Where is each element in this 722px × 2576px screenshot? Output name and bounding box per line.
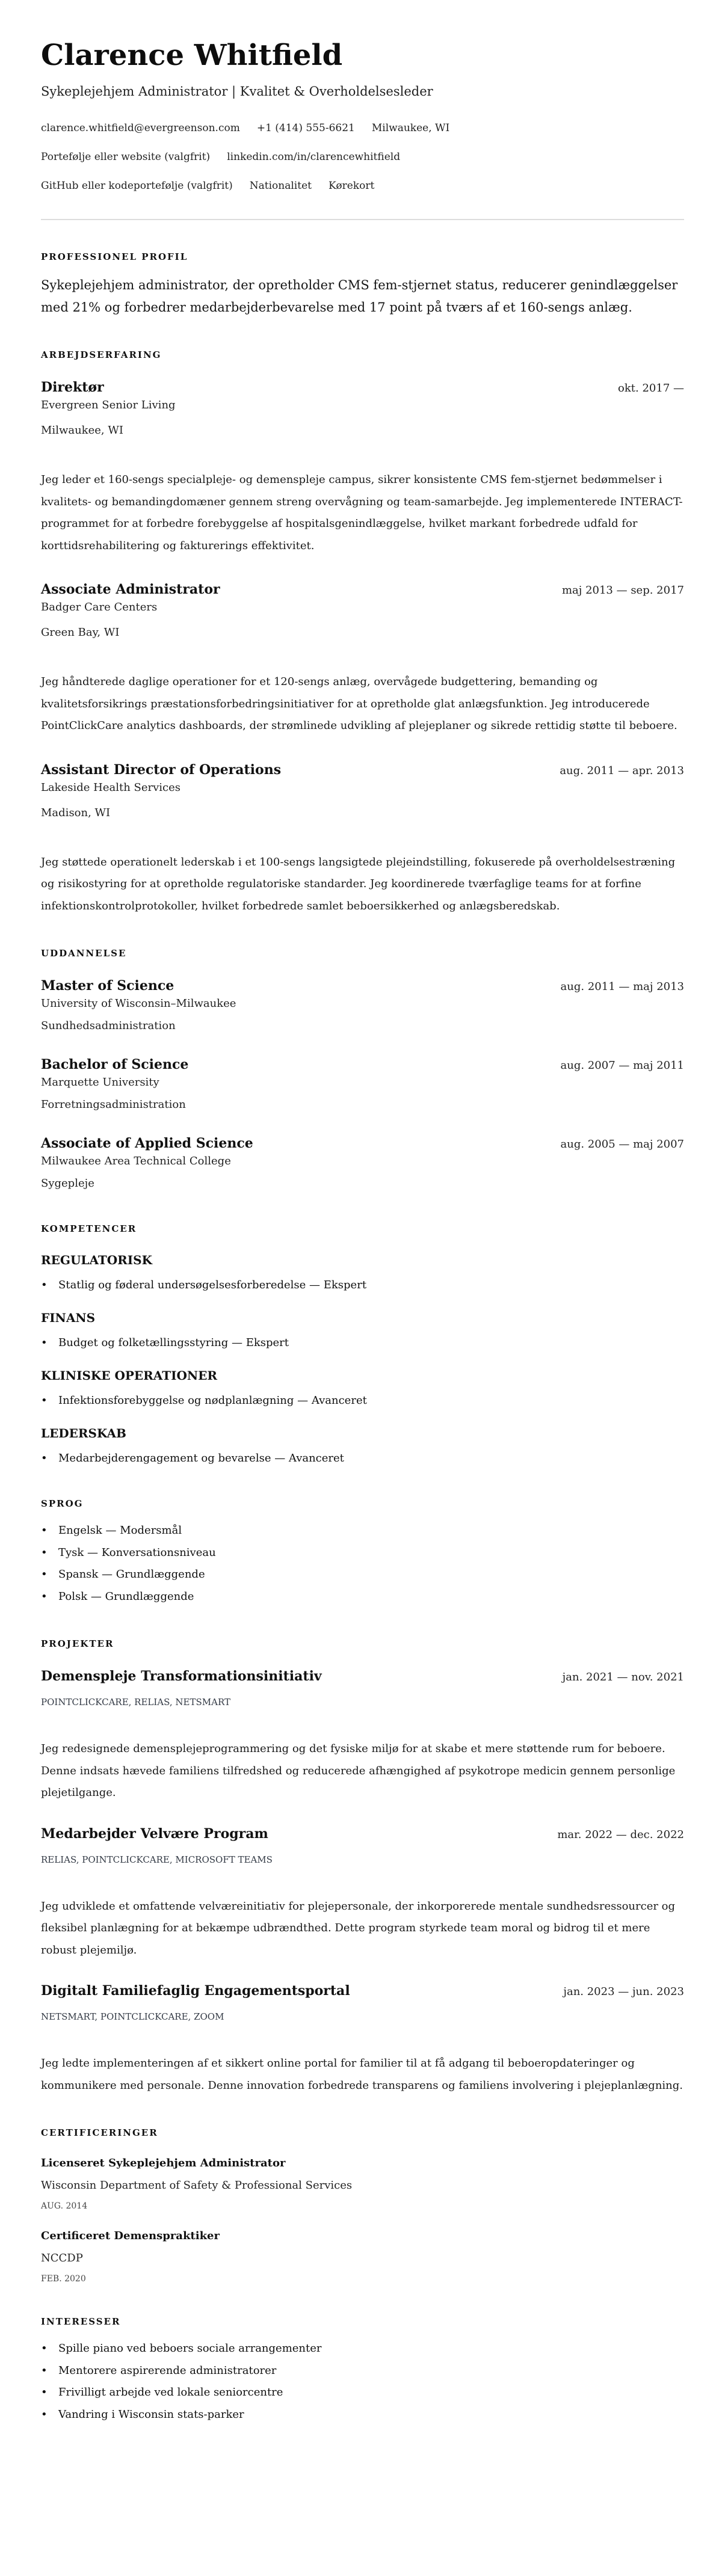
skill-group-heading: REGULATORISK	[41, 1253, 152, 1267]
job-location: Green Bay, WI	[41, 626, 120, 639]
project-technologies: POINTCLICKCARE, RELIAS, NETSMART	[41, 1697, 230, 1708]
contact-phone[interactable]: +1 (414) 555-6621	[256, 122, 355, 134]
github-link[interactable]: GitHub eller kodeportefølje (valgfrit)	[41, 180, 233, 192]
project-technologies: NETSMART, POINTCLICKCARE, ZOOM	[41, 2011, 224, 2022]
job-description: Jeg håndterede daglige operationer for et 120-sengs anlæg, overvågede budgettering, bemanding og kvalitetsforsikrings præstationsforbedringsinitiativer for at opretholde glat anlægsfunktion. Jeg introducerede PointClickCare analytics dashboards, der strømlinede udvikling af plejeplaner og sikrede rettidig støtte til beboere.	[41, 675, 677, 732]
profile-text: Sykeplejehjem administrator, der opretholder CMS fem-stjernet status, reducerer genindlæggelser med 21% og forbedrer medarbejderbevarelse med 17 point på tværs af et 160-sengs anlæg.	[41, 278, 678, 315]
education-entry	[41, 1134, 684, 1193]
project-description: Jeg udviklede et omfattende velværeinitiativ for plejepersonale, der inkorporerede mentale sundhedsressourcer og fleksibel planlægning for at bekæmpe udbrændthed. Dette program styrkede team moral og bidrog til et mere robust plejemiljø.	[41, 1899, 676, 1957]
interest-item: • Frivilligt arbejde ved lokale seniorcentre	[41, 2382, 684, 2404]
entry-header	[41, 1134, 684, 1152]
skill-item: • Medarbejderengagement og bevarelse — Avanceret	[41, 1449, 684, 1468]
certifications-section	[41, 2127, 684, 2286]
certification-title: Licenseret Sykeplejehjem Administrator	[41, 2157, 286, 2169]
entry-date: jan. 2021 — nov. 2021	[562, 1671, 684, 1683]
company-name: Evergreen Senior Living	[41, 399, 176, 411]
candidate-title: Sykeplejehjem Administrator | Kvalitet & Overholdelsesleder	[41, 84, 433, 99]
skill-group-heading: LEDERSKAB	[41, 1426, 126, 1440]
certification-title: Certificeret Demenspraktiker	[41, 2230, 220, 2242]
contact-row	[41, 114, 684, 143]
entry-title: Master of Science	[41, 978, 174, 994]
section-heading: CERTIFICERINGER	[41, 2127, 158, 2138]
entry-date: aug. 2007 — maj 2011	[560, 1059, 684, 1072]
project-entry	[41, 1825, 684, 1962]
entry-title: Demenspleje Transformationsinitiativ	[41, 1668, 322, 1684]
entry-date: jan. 2023 — jun. 2023	[563, 1985, 684, 1998]
resume-header	[41, 38, 684, 200]
profile-section	[41, 251, 684, 319]
skills-section	[41, 1223, 684, 1468]
job-location: Madison, WI	[41, 806, 111, 819]
contact-info	[41, 114, 684, 200]
nationality: Nationalitet	[249, 180, 312, 192]
interests-section	[41, 2316, 684, 2426]
skill-list	[41, 1334, 684, 1352]
certification-issuer: Wisconsin Department of Safety & Professional Services	[41, 2179, 353, 2192]
school-name: Milwaukee Area Technical College	[41, 1155, 231, 1167]
education-section	[41, 947, 684, 1193]
entry-date: okt. 2017 —	[618, 382, 684, 395]
entry-title: Digitalt Familiefaglig Engagementsportal	[41, 1983, 350, 1999]
interest-item: • Vandring i Wisconsin stats-parker	[41, 2404, 684, 2426]
linkedin-link[interactable]: linkedin.com/in/clarencewhitfield	[227, 151, 401, 163]
skill-list	[41, 1392, 684, 1410]
interest-item: • Spille piano ved beboers sociale arrangementer	[41, 2338, 684, 2360]
entry-date: aug. 2011 — maj 2013	[560, 980, 684, 993]
education-entry	[41, 1056, 684, 1114]
experience-section	[41, 349, 684, 917]
contact-row	[41, 143, 684, 171]
section-heading: UDDANNELSE	[41, 948, 127, 959]
language-item: • Spansk — Grundlæggende	[41, 1564, 684, 1586]
entry-header	[41, 761, 684, 779]
projects-section	[41, 1638, 684, 2097]
skill-list	[41, 1276, 684, 1294]
skill-item: • Statlig og føderal undersøgelsesforberedelse — Ekspert	[41, 1276, 684, 1294]
job-location: Milwaukee, WI	[41, 424, 123, 437]
drivers-license: Kørekort	[328, 180, 375, 192]
entry-header	[41, 580, 684, 598]
job-entry	[41, 761, 684, 918]
skill-list	[41, 1449, 684, 1468]
entry-header	[41, 1825, 684, 1843]
entry-header	[41, 1056, 684, 1074]
language-item: • Polsk — Grundlæggende	[41, 1586, 684, 1608]
portfolio-link[interactable]: Portefølje eller website (valgfrit)	[41, 151, 211, 163]
job-entry	[41, 378, 684, 557]
entry-header	[41, 977, 684, 995]
skill-group-heading: KLINISKE OPERATIONER	[41, 1368, 218, 1383]
entry-title: Direktør	[41, 380, 104, 395]
entry-title: Bachelor of Science	[41, 1057, 189, 1072]
skill-item: • Infektionsforebyggelse og nødplanlægning — Avanceret	[41, 1392, 684, 1410]
interest-item: • Mentorere aspirerende administratorer	[41, 2360, 684, 2382]
project-description: Jeg redesignede demensplejeprogrammering og det fysiske miljø for at skabe et mere støttende rum for beboere. Denne indsats hævede familiens tilfredshed og reducerede afhængighed af psykotrope medicin gennem personlige plejetilgange.	[41, 1742, 676, 1799]
contact-email[interactable]: clarence.whitfield@evergreenson.com	[41, 122, 240, 134]
skill-group-heading: FINANS	[41, 1311, 96, 1325]
certification-issuer: NCCDP	[41, 2252, 83, 2264]
job-description: Jeg støttede operationelt lederskab i et 100-sengs langsigtede plejeindstilling, fokuserede på overholdelsestræning og risikostyring for at opretholde regulatoriske standarder. Jeg koordinerede tværfaglige teams for at forfine infektionskontrolprotokoller, hvilket forbedrede samlet beboersikkerhed og anlægsberedskab.	[41, 855, 676, 912]
field-of-study: Forretningsadministration	[41, 1098, 186, 1111]
contact-location: Milwaukee, WI	[371, 122, 450, 134]
company-name: Badger Care Centers	[41, 601, 158, 613]
entry-title: Associate Administrator	[41, 582, 220, 597]
project-description: Jeg ledte implementeringen af et sikkert online portal for familier til at få adgang til beboeropdateringer og kommunikere med personale. Denne innovation forbedrede transparens og familiens involvering i plejeplanlægning.	[41, 2057, 683, 2092]
entry-title: Associate of Applied Science	[41, 1136, 253, 1151]
section-heading: INTERESSER	[41, 2316, 121, 2327]
language-item: • Tysk — Konversationsniveau	[41, 1542, 684, 1564]
skill-item: • Budget og folketællingsstyring — Ekspert	[41, 1334, 684, 1352]
certification-entry	[41, 2156, 684, 2213]
certification-date: FEB. 2020	[41, 2274, 86, 2284]
entry-title: Assistant Director of Operations	[41, 761, 282, 778]
section-heading: ARBEJDSERFARING	[41, 349, 162, 360]
entry-header	[41, 1667, 684, 1685]
job-entry	[41, 580, 684, 737]
languages-section	[41, 1498, 684, 1608]
education-entry	[41, 977, 684, 1035]
entry-header	[41, 378, 684, 396]
project-entry	[41, 1982, 684, 2097]
entry-header	[41, 1982, 684, 2000]
school-name: University of Wisconsin–Milwaukee	[41, 997, 236, 1010]
company-name: Lakeside Health Services	[41, 781, 181, 794]
section-heading: PROJEKTER	[41, 1638, 114, 1649]
job-description: Jeg leder et 160-sengs specialpleje- og demenspleje campus, sikrer konsistente CMS fem-stjernet bedømmelser i kvalitets- og bemandingdomæner gennem streng overvågning og team-samarbejde. Jeg implementerede INTERACT-programmet for at forbedre forebyggelse af hospitalsgenindlæggelse, hvilket markant forbedrede udfald for korttidsrehabilitering og fakturerings effektivitet.	[41, 473, 683, 552]
project-entry	[41, 1667, 684, 1804]
section-heading: SPROG	[41, 1498, 84, 1509]
section-heading: KOMPETENCER	[41, 1223, 137, 1234]
project-technologies: RELIAS, POINTCLICKCARE, MICROSOFT TEAMS	[41, 1854, 273, 1865]
field-of-study: Sygepleje	[41, 1177, 94, 1190]
school-name: Marquette University	[41, 1076, 159, 1089]
candidate-name: Clarence Whitfield	[41, 38, 343, 72]
header-divider	[41, 219, 684, 220]
certification-date: AUG. 2014	[41, 2201, 88, 2211]
language-item: • Engelsk — Modersmål	[41, 1520, 684, 1542]
certification-entry	[41, 2228, 684, 2286]
contact-row	[41, 171, 684, 200]
entry-date: aug. 2005 — maj 2007	[560, 1138, 684, 1151]
section-heading: PROFESSIONEL PROFIL	[41, 251, 188, 262]
entry-date: mar. 2022 — dec. 2022	[557, 1828, 684, 1841]
entry-date: maj 2013 — sep. 2017	[561, 584, 684, 597]
entry-title: Medarbejder Velvære Program	[41, 1825, 268, 1842]
entry-date: aug. 2011 — apr. 2013	[560, 764, 684, 777]
field-of-study: Sundhedsadministration	[41, 1019, 176, 1032]
